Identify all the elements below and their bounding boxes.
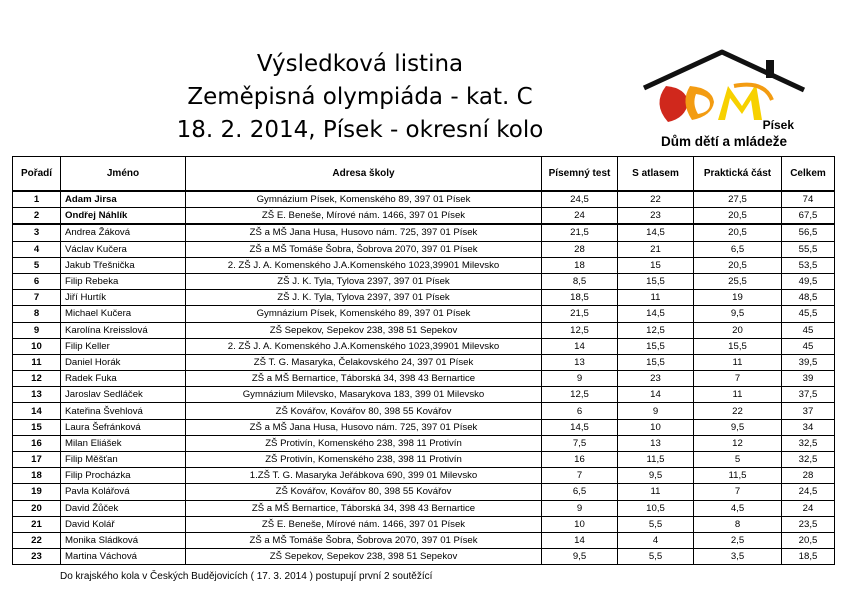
total-cell: 55,5 xyxy=(782,241,835,257)
name-cell: Adam Jirsa xyxy=(61,191,186,208)
school-cell: 2. ZŠ J. A. Komenského J.A.Komenského 1023,39901 Milevsko xyxy=(186,257,542,273)
name-cell: Michael Kučera xyxy=(61,306,186,322)
school-cell: ZŠ J. K. Tyla, Tylova 2397, 397 01 Písek xyxy=(186,290,542,306)
atlas-cell: 9 xyxy=(618,403,694,419)
atlas-cell: 14,5 xyxy=(618,306,694,322)
document-title-block xyxy=(150,48,570,147)
column-header-rank: Pořadí xyxy=(13,157,61,192)
name-cell: Martina Váchová xyxy=(61,549,186,565)
rank-cell: 17 xyxy=(13,452,61,468)
practical-cell: 8 xyxy=(694,516,782,532)
practical-cell: 9,5 xyxy=(694,419,782,435)
school-cell: ZŠ a MŠ Bernartice, Táborská 34, 398 43 Bernartice xyxy=(186,500,542,516)
rank-cell: 13 xyxy=(13,387,61,403)
table-row xyxy=(13,306,835,322)
practical-cell: 2,5 xyxy=(694,532,782,548)
logo-org-name: Dům dětí a mládeže xyxy=(660,134,788,149)
written-test-cell: 9,5 xyxy=(542,549,618,565)
school-cell: Gymnázium Písek, Komenského 89, 397 01 Písek xyxy=(186,306,542,322)
name-cell: Filip Rebeka xyxy=(61,273,186,289)
name-cell: Monika Sládková xyxy=(61,532,186,548)
school-cell: ZŠ Protivín, Komenského 238, 398 11 Protivín xyxy=(186,452,542,468)
atlas-cell: 15,5 xyxy=(618,338,694,354)
total-cell: 45 xyxy=(782,338,835,354)
total-cell: 20,5 xyxy=(782,532,835,548)
atlas-cell: 11,5 xyxy=(618,452,694,468)
total-cell: 28 xyxy=(782,468,835,484)
school-cell: ZŠ a MŠ Tomáše Šobra, Šobrova 2070, 397 01 Písek xyxy=(186,532,542,548)
practical-cell: 7 xyxy=(694,484,782,500)
practical-cell: 20,5 xyxy=(694,257,782,273)
column-header-practical: Praktická část xyxy=(694,157,782,192)
table-row xyxy=(13,387,835,403)
practical-cell: 5 xyxy=(694,452,782,468)
rank-cell: 6 xyxy=(13,273,61,289)
rank-cell: 22 xyxy=(13,532,61,548)
name-cell: Jakub Třešnička xyxy=(61,257,186,273)
practical-cell: 22 xyxy=(694,403,782,419)
total-cell: 32,5 xyxy=(782,452,835,468)
logo-city: Písek xyxy=(762,118,794,132)
atlas-cell: 5,5 xyxy=(618,549,694,565)
results-table xyxy=(12,156,835,565)
school-cell: ZŠ a MŠ Jana Husa, Husovo nám. 725, 397 01 Písek xyxy=(186,224,542,241)
column-header-school: Adresa školy xyxy=(186,157,542,192)
practical-cell: 11,5 xyxy=(694,468,782,484)
written-test-cell: 9 xyxy=(542,500,618,516)
document-title: Výsledková listina xyxy=(256,51,464,77)
total-cell: 45,5 xyxy=(782,306,835,322)
name-cell: Andrea Žáková xyxy=(61,224,186,241)
written-test-cell: 12,5 xyxy=(542,322,618,338)
school-cell: ZŠ Sepekov, Sepekov 238, 398 51 Sepekov xyxy=(186,549,542,565)
atlas-cell: 14,5 xyxy=(618,224,694,241)
column-header-written-test: Písemný test xyxy=(542,157,618,192)
written-test-cell: 28 xyxy=(542,241,618,257)
school-cell: ZŠ Kovářov, Kovářov 80, 398 55 Kovářov xyxy=(186,403,542,419)
written-test-cell: 9 xyxy=(542,371,618,387)
total-cell: 37 xyxy=(782,403,835,419)
table-row xyxy=(13,354,835,370)
table-row xyxy=(13,549,835,565)
total-cell: 23,5 xyxy=(782,516,835,532)
rank-cell: 5 xyxy=(13,257,61,273)
total-cell: 37,5 xyxy=(782,387,835,403)
table-row xyxy=(13,532,835,548)
column-header-name: Jméno xyxy=(61,157,186,192)
rank-cell: 7 xyxy=(13,290,61,306)
rank-cell: 11 xyxy=(13,354,61,370)
name-cell: Filip Procházka xyxy=(61,468,186,484)
written-test-cell: 10 xyxy=(542,516,618,532)
rank-cell: 8 xyxy=(13,306,61,322)
rank-cell: 15 xyxy=(13,419,61,435)
atlas-cell: 11 xyxy=(618,290,694,306)
written-test-cell: 6 xyxy=(542,403,618,419)
written-test-cell: 21,5 xyxy=(542,224,618,241)
competition-name: Zeměpisná olympiáda - kat. C xyxy=(187,84,533,110)
table-row xyxy=(13,484,835,500)
footnote: Do krajského kola v Českých Budějovicích ( 17. 3. 2014 ) postupují první 2 soutěžící xyxy=(60,571,433,582)
written-test-cell: 18 xyxy=(542,257,618,273)
school-cell: ZŠ a MŠ Bernartice, Táborská 34, 398 43 Bernartice xyxy=(186,371,542,387)
school-cell: ZŠ a MŠ Jana Husa, Husovo nám. 725, 397 01 Písek xyxy=(186,419,542,435)
name-cell: Karolína Kreisslová xyxy=(61,322,186,338)
written-test-cell: 14 xyxy=(542,532,618,548)
atlas-cell: 10 xyxy=(618,419,694,435)
practical-cell: 4,5 xyxy=(694,500,782,516)
school-cell: ZŠ Kovářov, Kovářov 80, 398 55 Kovářov xyxy=(186,484,542,500)
table-row xyxy=(13,241,835,257)
written-test-cell: 8,5 xyxy=(542,273,618,289)
practical-cell: 11 xyxy=(694,387,782,403)
atlas-cell: 14 xyxy=(618,387,694,403)
practical-cell: 9,5 xyxy=(694,306,782,322)
table-row xyxy=(13,338,835,354)
ddm-logo xyxy=(634,46,814,156)
written-test-cell: 21,5 xyxy=(542,306,618,322)
school-cell: ZŠ E. Beneše, Mírové nám. 1466, 397 01 Písek xyxy=(186,208,542,225)
rank-cell: 9 xyxy=(13,322,61,338)
table-row xyxy=(13,224,835,241)
practical-cell: 3,5 xyxy=(694,549,782,565)
name-cell: Pavla Kolářová xyxy=(61,484,186,500)
name-cell: David Žůček xyxy=(61,500,186,516)
table-row xyxy=(13,273,835,289)
school-cell: ZŠ J. K. Tyla, Tylova 2397, 397 01 Písek xyxy=(186,273,542,289)
rank-cell: 10 xyxy=(13,338,61,354)
rank-cell: 1 xyxy=(13,191,61,208)
name-cell: David Kolář xyxy=(61,516,186,532)
atlas-cell: 15,5 xyxy=(618,354,694,370)
school-cell: ZŠ a MŠ Tomáše Šobra, Šobrova 2070, 397 01 Písek xyxy=(186,241,542,257)
written-test-cell: 7,5 xyxy=(542,435,618,451)
school-cell: ZŠ Sepekov, Sepekov 238, 398 51 Sepekov xyxy=(186,322,542,338)
rank-cell: 18 xyxy=(13,468,61,484)
table-row xyxy=(13,290,835,306)
atlas-cell: 21 xyxy=(618,241,694,257)
rank-cell: 21 xyxy=(13,516,61,532)
atlas-cell: 12,5 xyxy=(618,322,694,338)
table-row xyxy=(13,452,835,468)
school-cell: ZŠ Protivín, Komenského 238, 398 11 Protivín xyxy=(186,435,542,451)
written-test-cell: 7 xyxy=(542,468,618,484)
total-cell: 24 xyxy=(782,500,835,516)
table-row xyxy=(13,208,835,225)
table-row xyxy=(13,371,835,387)
name-cell: Daniel Horák xyxy=(61,354,186,370)
atlas-cell: 11 xyxy=(618,484,694,500)
table-row xyxy=(13,257,835,273)
atlas-cell: 10,5 xyxy=(618,500,694,516)
written-test-cell: 16 xyxy=(542,452,618,468)
total-cell: 53,5 xyxy=(782,257,835,273)
atlas-cell: 5,5 xyxy=(618,516,694,532)
name-cell: Laura Šefránková xyxy=(61,419,186,435)
name-cell: Kateřina Švehlová xyxy=(61,403,186,419)
total-cell: 45 xyxy=(782,322,835,338)
practical-cell: 12 xyxy=(694,435,782,451)
total-cell: 49,5 xyxy=(782,273,835,289)
written-test-cell: 18,5 xyxy=(542,290,618,306)
school-cell: Gymnázium Milevsko, Masarykova 183, 399 01 Milevsko xyxy=(186,387,542,403)
date-and-round: 18. 2. 2014, Písek - okresní kolo xyxy=(176,117,544,143)
atlas-cell: 4 xyxy=(618,532,694,548)
practical-cell: 20 xyxy=(694,322,782,338)
atlas-cell: 9,5 xyxy=(618,468,694,484)
written-test-cell: 6,5 xyxy=(542,484,618,500)
rank-cell: 4 xyxy=(13,241,61,257)
school-cell: Gymnázium Písek, Komenského 89, 397 01 Písek xyxy=(186,191,542,208)
written-test-cell: 13 xyxy=(542,354,618,370)
practical-cell: 15,5 xyxy=(694,338,782,354)
name-cell: Filip Keller xyxy=(61,338,186,354)
name-cell: Jaroslav Sedláček xyxy=(61,387,186,403)
practical-cell: 6,5 xyxy=(694,241,782,257)
total-cell: 56,5 xyxy=(782,224,835,241)
total-cell: 74 xyxy=(782,191,835,208)
rank-cell: 20 xyxy=(13,500,61,516)
name-cell: Václav Kučera xyxy=(61,241,186,257)
table-row xyxy=(13,500,835,516)
school-cell: ZŠ T. G. Masaryka, Čelakovského 24, 397 01 Písek xyxy=(186,354,542,370)
rank-cell: 3 xyxy=(13,224,61,241)
school-cell: ZŠ E. Beneše, Mírové nám. 1466, 397 01 Písek xyxy=(186,516,542,532)
table-row xyxy=(13,435,835,451)
practical-cell: 20,5 xyxy=(694,208,782,225)
column-header-atlas: S atlasem xyxy=(618,157,694,192)
atlas-cell: 22 xyxy=(618,191,694,208)
name-cell: Milan Eliášek xyxy=(61,435,186,451)
name-cell: Filip Měšťan xyxy=(61,452,186,468)
table-row xyxy=(13,468,835,484)
total-cell: 39,5 xyxy=(782,354,835,370)
table-row xyxy=(13,403,835,419)
name-cell: Radek Fuka xyxy=(61,371,186,387)
total-cell: 34 xyxy=(782,419,835,435)
name-cell: Ondřej Náhlík xyxy=(61,208,186,225)
name-cell: Jiří Hurtík xyxy=(61,290,186,306)
total-cell: 24,5 xyxy=(782,484,835,500)
practical-cell: 11 xyxy=(694,354,782,370)
atlas-cell: 13 xyxy=(618,435,694,451)
rank-cell: 16 xyxy=(13,435,61,451)
atlas-cell: 15 xyxy=(618,257,694,273)
atlas-cell: 15,5 xyxy=(618,273,694,289)
rank-cell: 12 xyxy=(13,371,61,387)
written-test-cell: 14 xyxy=(542,338,618,354)
rank-cell: 2 xyxy=(13,208,61,225)
column-header-total: Celkem xyxy=(782,157,835,192)
table-row xyxy=(13,191,835,208)
total-cell: 67,5 xyxy=(782,208,835,225)
table-row xyxy=(13,516,835,532)
atlas-cell: 23 xyxy=(618,208,694,225)
table-row xyxy=(13,322,835,338)
practical-cell: 25,5 xyxy=(694,273,782,289)
rank-cell: 23 xyxy=(13,549,61,565)
practical-cell: 19 xyxy=(694,290,782,306)
written-test-cell: 12,5 xyxy=(542,387,618,403)
practical-cell: 7 xyxy=(694,371,782,387)
atlas-cell: 23 xyxy=(618,371,694,387)
written-test-cell: 14,5 xyxy=(542,419,618,435)
practical-cell: 20,5 xyxy=(694,224,782,241)
total-cell: 18,5 xyxy=(782,549,835,565)
school-cell: 2. ZŠ J. A. Komenského J.A.Komenského 1023,39901 Milevsko xyxy=(186,338,542,354)
total-cell: 32,5 xyxy=(782,435,835,451)
school-cell: 1.ZŠ T. G. Masaryka Jeřábkova 690, 399 01 Milevsko xyxy=(186,468,542,484)
total-cell: 39 xyxy=(782,371,835,387)
practical-cell: 27,5 xyxy=(694,191,782,208)
table-row xyxy=(13,419,835,435)
total-cell: 48,5 xyxy=(782,290,835,306)
rank-cell: 14 xyxy=(13,403,61,419)
written-test-cell: 24 xyxy=(542,208,618,225)
table-header-row xyxy=(13,157,835,192)
written-test-cell: 24,5 xyxy=(542,191,618,208)
rank-cell: 19 xyxy=(13,484,61,500)
